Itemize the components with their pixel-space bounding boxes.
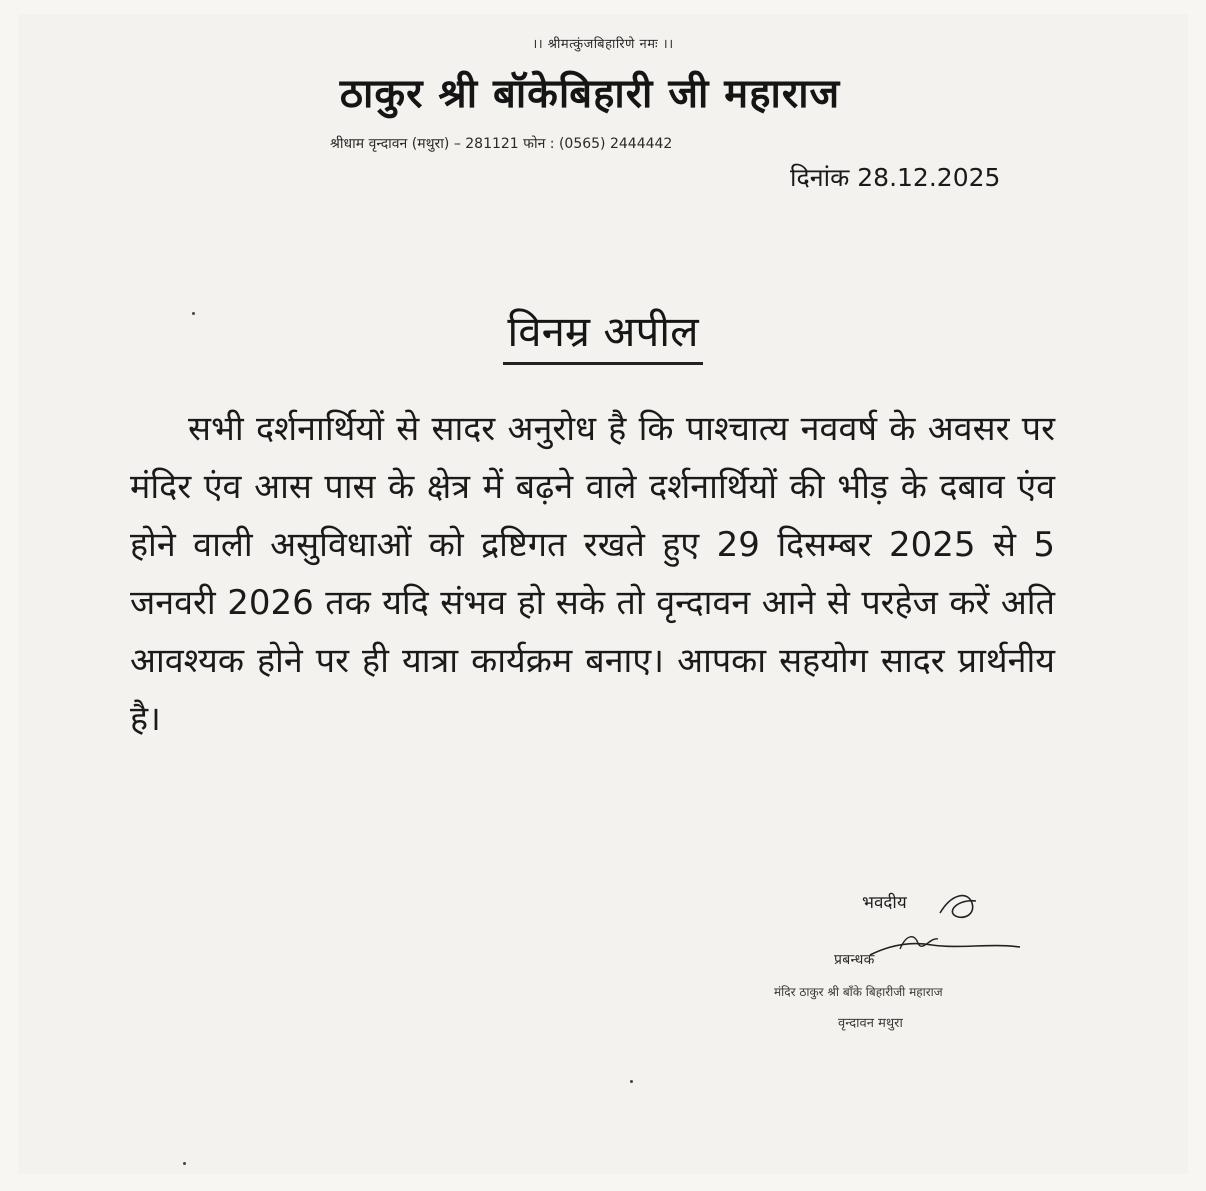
date-label: दिनांक: [790, 163, 850, 192]
date-value: 28.12.2025: [857, 163, 1001, 192]
address-line: श्रीधाम वृन्दावन (मथुरा) – 281121 फोन : (0565) 2444442: [330, 136, 673, 152]
date-line: [790, 160, 1000, 194]
invocation-line: ।। श्रीमत्कुंजबिहारिणे नमः ।।: [532, 37, 674, 52]
scan-speck: [183, 1162, 186, 1165]
notice-body: सभी दर्शनार्थियों से सादर अनुरोध है कि पाश्चात्य नववर्ष के अवसर पर मंदिर एंव आस पास के क्षेत्र में बढ़ने वाले दर्शनार्थियों की भीड़ के दबाव एंव होने वाली असुविधाओं को द्रष्टिगत रखते हुए 29 दिसम्बर 2025 से 5 जनवरी 2026 तक यदि संभव हो सके तो वृन्दावन आने से परहेज करें अति आवश्यक होने पर ही यात्रा कार्यक्रम बनाए। आपका सहयोग सादर प्रार्थनीय है।: [130, 409, 1055, 739]
signature-block: [770, 885, 1070, 1065]
closing-word: भवदीय: [862, 893, 907, 913]
scan-speck: [630, 1080, 633, 1083]
stamp-designation: प्रबन्धक: [834, 952, 875, 968]
stamp-location: वृन्दावन मथुरा: [838, 1016, 903, 1031]
notice-heading-text: विनम्र अपील: [503, 308, 702, 365]
notice-heading: [0, 308, 1206, 365]
organization-title: ठाकुर श्री बॉकेबिहारी जी महाराज: [339, 71, 841, 117]
scan-speck: [192, 312, 195, 315]
stamp-temple-name: मंदिर ठाकुर श्री बाँके बिहारीजी महाराज: [774, 985, 943, 999]
